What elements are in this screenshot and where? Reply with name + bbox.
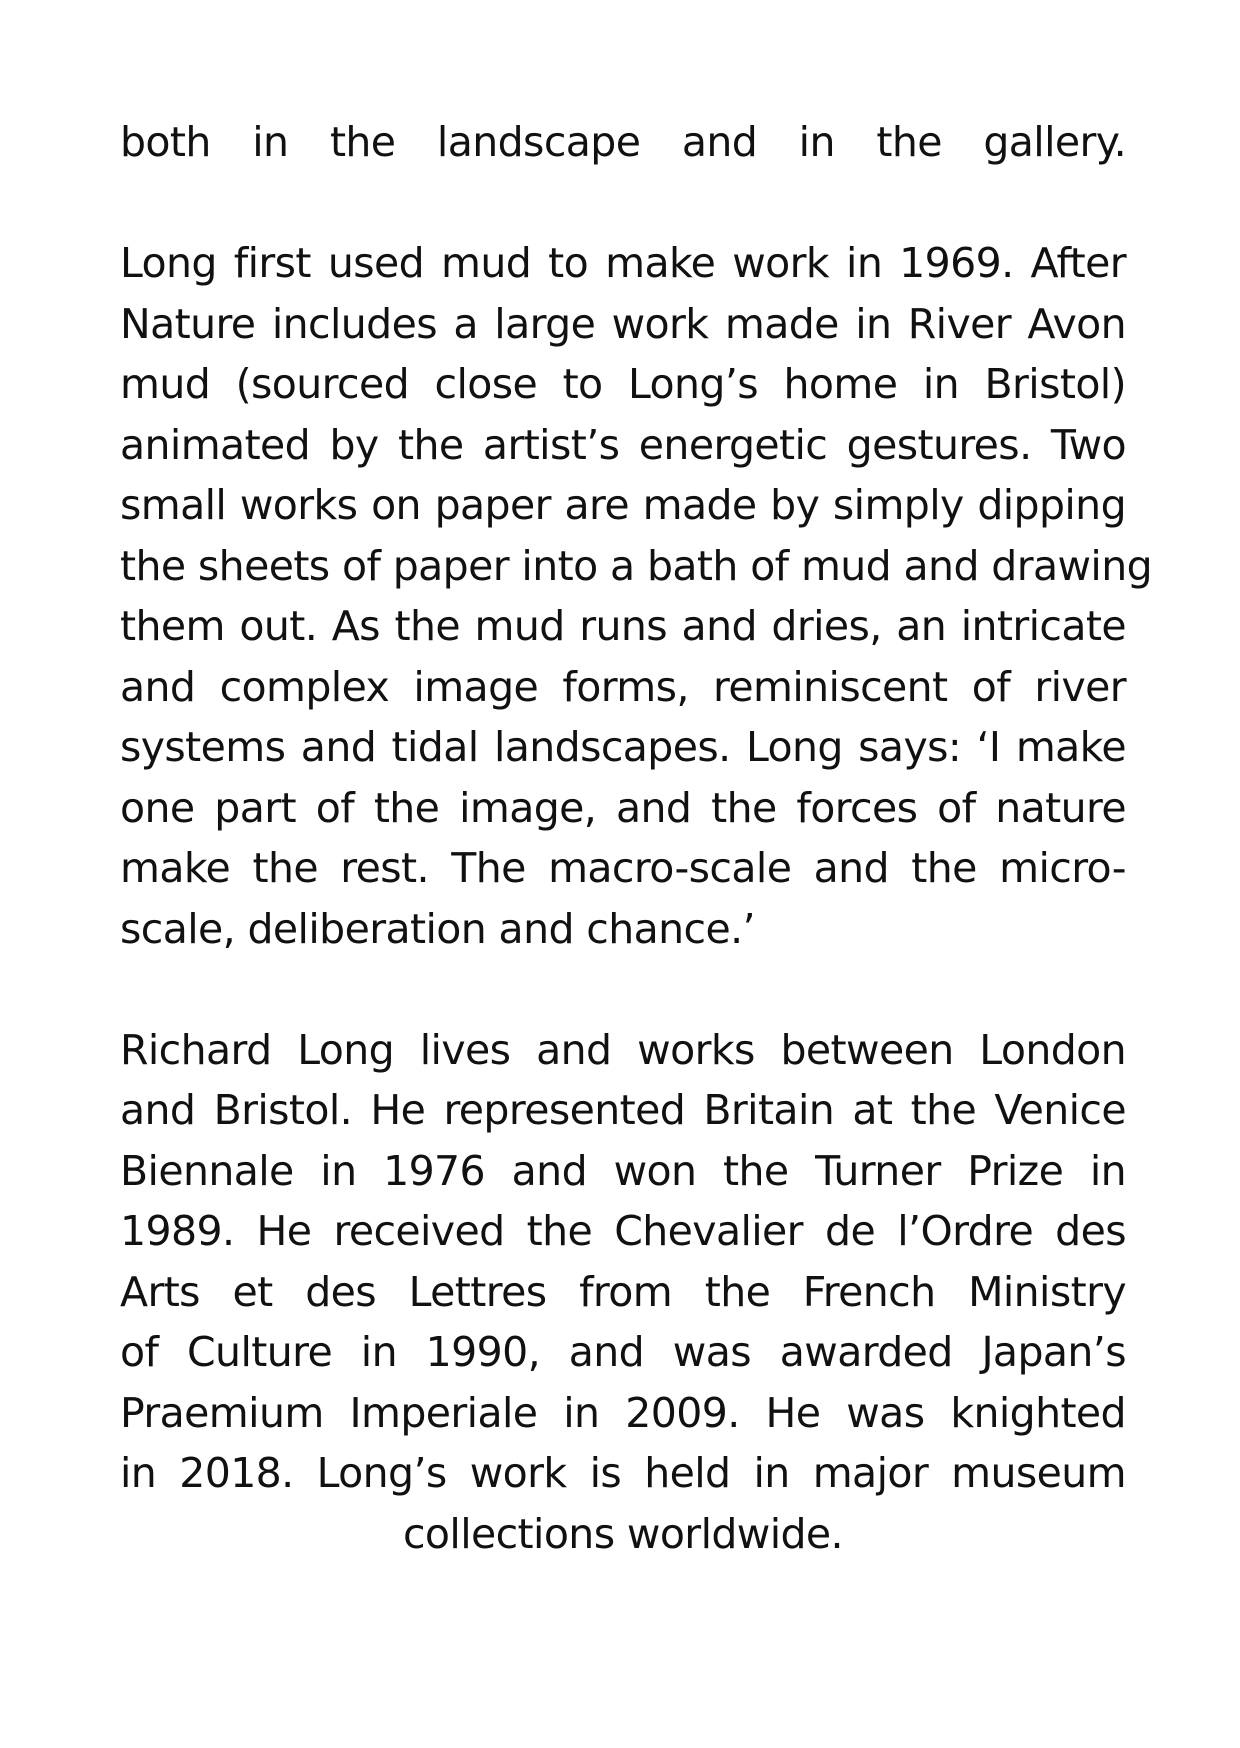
- text-line: animated by the artist’s energetic gestures. Two: [120, 420, 1126, 469]
- paragraph-spacer: [120, 173, 1126, 234]
- text-line: and Bristol. He represented Britain at the Venice: [120, 1086, 1126, 1134]
- text-line: of Culture in 1990, and was awarded Japan’s: [120, 1328, 1126, 1376]
- text-line: make the rest. The macro-scale and the micro-: [120, 844, 1126, 892]
- text-line: small works on paper are made by simply dipping: [120, 481, 1126, 529]
- paragraph-spacer: [120, 959, 1126, 1020]
- text-line: them out. As the mud runs and dries, an intricate: [120, 602, 1126, 650]
- text-line: mud (sourced close to Long’s home in Bristol): [120, 360, 1126, 408]
- text-line: Richard Long lives and works between London: [120, 1025, 1126, 1074]
- text-line: systems and tidal landscapes. Long says: ‘I make: [120, 723, 1126, 771]
- text-line: the sheets of paper into a bath of mud and drawing: [120, 541, 1153, 590]
- text-line: both in the landscape and in the gallery.: [120, 118, 1126, 166]
- paragraph-biography: [120, 1020, 1126, 1565]
- text-line: Long first used mud to make work in 1969. After: [120, 239, 1126, 287]
- text-line: in 2018. Long’s work is held in major museum: [120, 1449, 1126, 1497]
- text-line: scale, deliberation and chance.’: [120, 904, 755, 953]
- text-line: collections worldwide.: [402, 1509, 843, 1558]
- text-line: 1989. He received the Chevalier de l’Ordre des: [120, 1207, 1126, 1255]
- text-line: Nature includes a large work made in River Avon: [120, 299, 1126, 348]
- text-line: Praemium Imperiale in 2009. He was knighted: [120, 1388, 1126, 1437]
- text-line: one part of the image, and the forces of nature: [120, 783, 1126, 832]
- paragraph-mud-works: [120, 233, 1153, 959]
- paragraph-intro-ending: [120, 112, 1126, 173]
- text-line: Biennale in 1976 and won the Turner Prize in: [120, 1146, 1126, 1195]
- text-line: Arts et des Lettres from the French Ministry: [120, 1267, 1126, 1316]
- text-line: and complex image forms, reminiscent of river: [120, 662, 1126, 711]
- text-page: [120, 112, 1153, 1564]
